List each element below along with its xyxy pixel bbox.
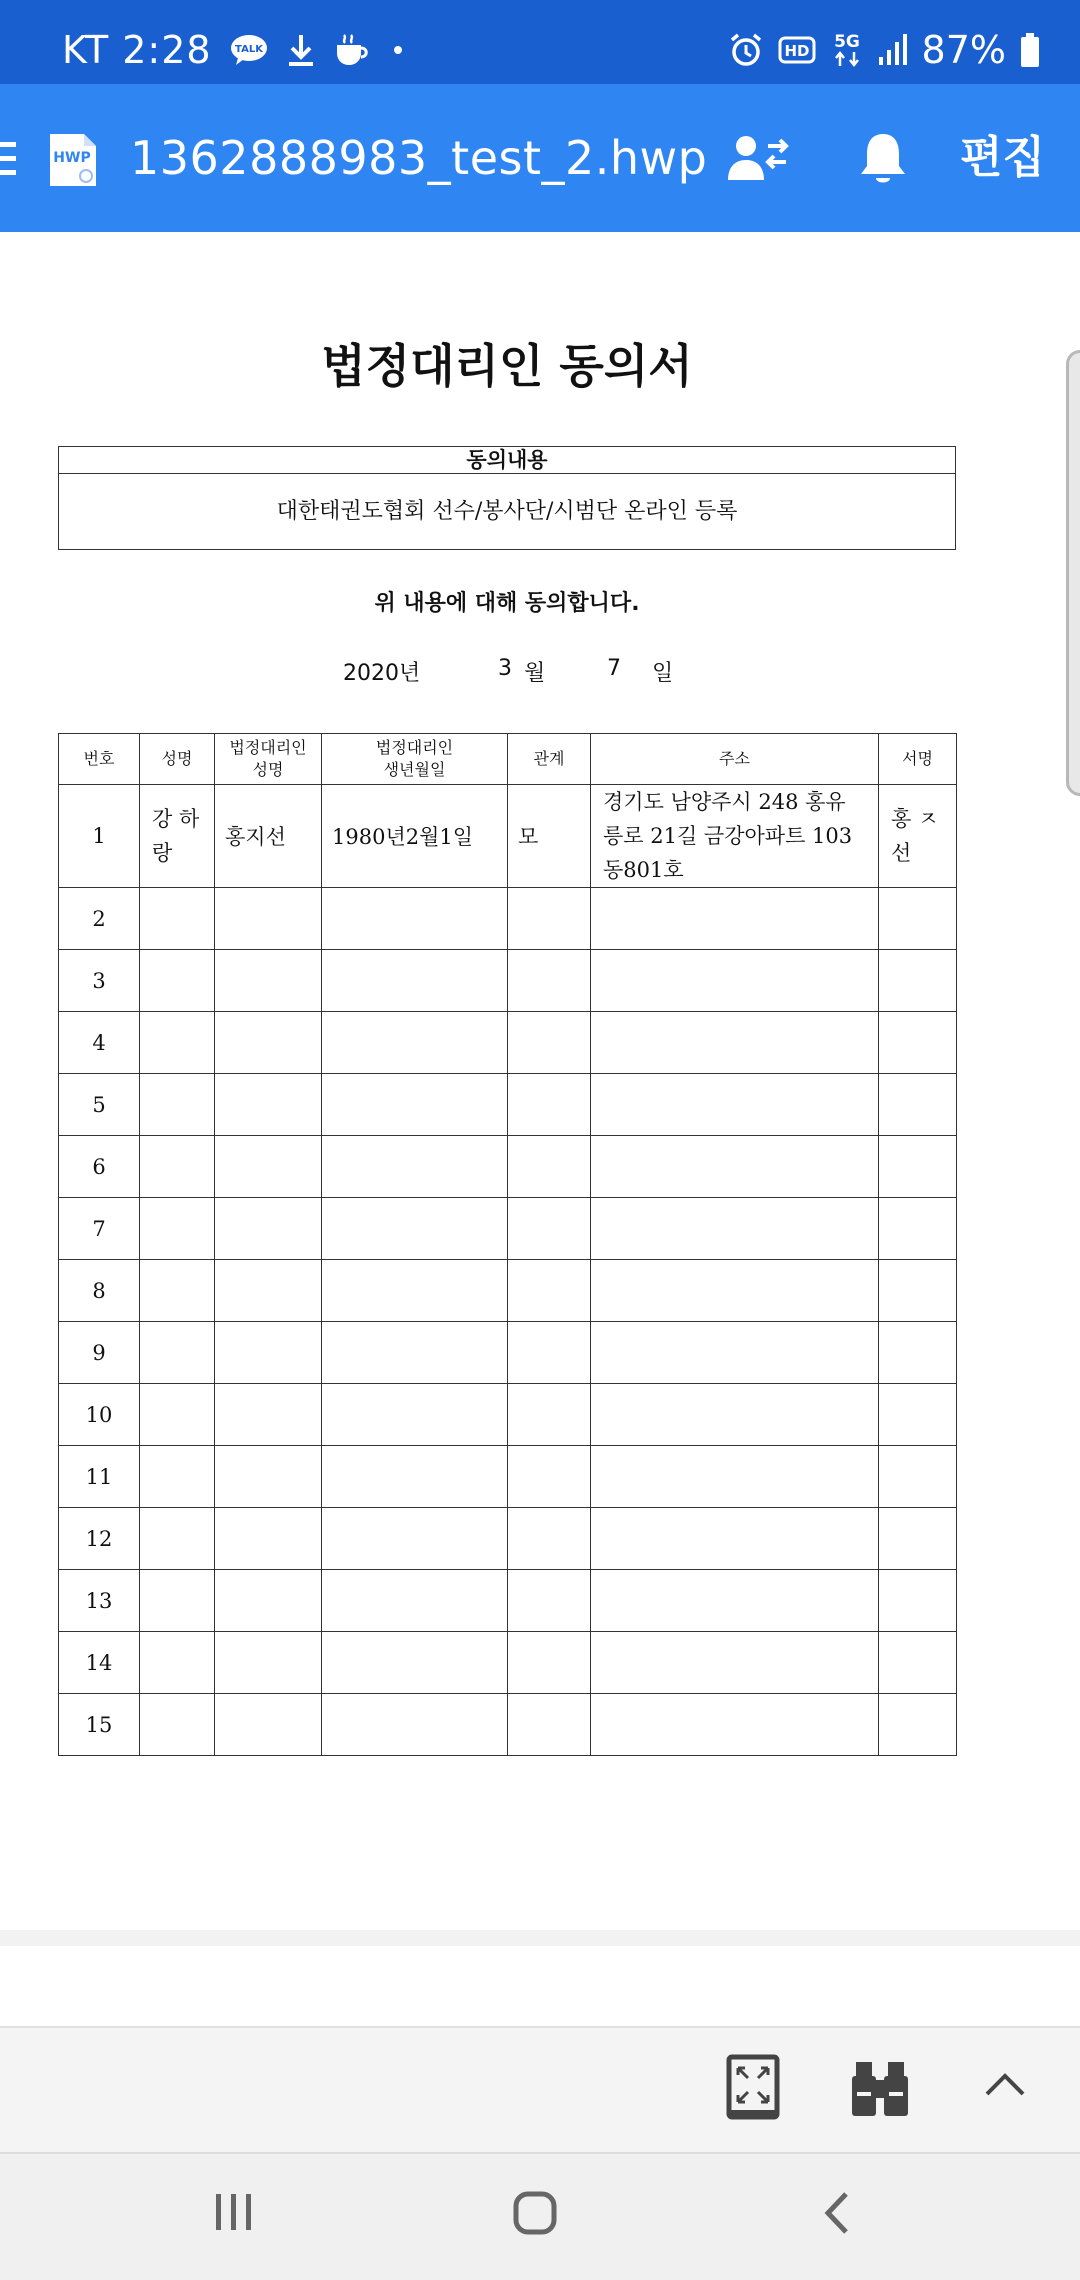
cell-signature: [879, 888, 957, 950]
document-title: 법정대리인 동의서: [321, 339, 693, 393]
cell-signature: [879, 1632, 957, 1694]
cell-name: [140, 785, 215, 888]
edit-button[interactable]: 편집: [960, 132, 1046, 183]
cell-guardian-birth: [322, 1384, 508, 1446]
binoculars-icon[interactable]: [850, 2060, 910, 2122]
table-row: [59, 1508, 957, 1570]
cell-guardian-birth: [322, 1632, 508, 1694]
header-guardian-name: [215, 734, 322, 785]
scrollbar-thumb[interactable]: [1066, 350, 1080, 796]
table-row: [59, 1012, 957, 1074]
header-address: 주소: [591, 734, 879, 785]
table-row: [59, 1570, 957, 1632]
cell-no: 12: [59, 1508, 140, 1570]
table-row: [59, 1632, 957, 1694]
cell-relation: [508, 1570, 591, 1632]
bottom-toolbar: [0, 2026, 1080, 2152]
cell-address: [591, 950, 879, 1012]
cell-address: [591, 1446, 879, 1508]
cell-address-line2: 릉로 21길 금강아파트 103: [603, 824, 853, 848]
cell-guardian-name: [215, 1322, 322, 1384]
dot-icon: [388, 40, 408, 60]
cell-name: [140, 1198, 215, 1260]
cell-name: [140, 1074, 215, 1136]
cell-signature: [879, 1074, 957, 1136]
header-guardian-name-line1: 법정대리인: [229, 738, 307, 757]
header-relation: 관계: [508, 734, 591, 785]
bell-icon[interactable]: [858, 130, 908, 190]
cell-no: 13: [59, 1570, 140, 1632]
date-day-label: 일: [652, 661, 674, 686]
cell-signature: [879, 1012, 957, 1074]
cell-guardian-birth: [322, 950, 508, 1012]
cell-guardian-name: [215, 888, 322, 950]
app-bar: [0, 84, 1080, 232]
menu-icon[interactable]: [0, 140, 18, 182]
cell-guardian-birth: [322, 1694, 508, 1756]
share-users-icon[interactable]: [726, 132, 790, 188]
date-year: 2020년: [343, 661, 421, 686]
signature-table: [58, 733, 957, 1756]
cell-guardian-name: [215, 1570, 322, 1632]
cell-no: 9: [59, 1322, 140, 1384]
cell-name-line2: 랑: [152, 841, 173, 865]
cell-signature: [879, 1260, 957, 1322]
cell-address: [591, 1508, 879, 1570]
table-row: [59, 1198, 957, 1260]
cell-address: [591, 1198, 879, 1260]
cell-no: 7: [59, 1198, 140, 1260]
table-row: [59, 1260, 957, 1322]
header-guardian-name-line2: 성명: [252, 760, 284, 779]
cell-address-line3: 동801호: [603, 858, 684, 882]
cell-relation: [508, 1012, 591, 1074]
cell-relation: [508, 1694, 591, 1756]
cell-name: [140, 1508, 215, 1570]
cell-address: [591, 1136, 879, 1198]
cell-relation: [508, 1632, 591, 1694]
cell-signature-line2: 선: [891, 841, 912, 865]
table-header-row: [59, 734, 957, 785]
cell-signature: [879, 1136, 957, 1198]
signal-icon: [878, 33, 908, 67]
cell-name: [140, 1632, 215, 1694]
talk-icon: [230, 34, 268, 66]
navigation-bar: [0, 2152, 1080, 2280]
cell-no: 3: [59, 950, 140, 1012]
cell-signature-line1: 홍 ㅈ: [891, 807, 939, 831]
cell-relation: 모: [508, 785, 591, 888]
cell-address: [591, 1322, 879, 1384]
cell-no: 4: [59, 1012, 140, 1074]
date-day-num: 7: [607, 656, 621, 681]
cell-guardian-name: [215, 1198, 322, 1260]
cell-guardian-birth: [322, 1074, 508, 1136]
fit-screen-icon[interactable]: [726, 2054, 780, 2124]
consent-body: 대한태권도협회 선수/봉사단/시범단 온라인 등록: [276, 499, 738, 524]
cell-signature: [879, 785, 957, 888]
cell-address: [591, 1384, 879, 1446]
cell-guardian-birth: [322, 1136, 508, 1198]
status-bar: [0, 0, 1080, 84]
date-month-num: 3: [498, 656, 512, 681]
table-row: [59, 785, 957, 888]
home-icon[interactable]: [512, 2190, 558, 2240]
alarm-icon: [728, 32, 764, 68]
cell-address: [591, 888, 879, 950]
cell-address: [591, 1012, 879, 1074]
cell-name: [140, 1694, 215, 1756]
cell-guardian-birth: [322, 1570, 508, 1632]
header-name: 성명: [140, 734, 215, 785]
cell-no: 2: [59, 888, 140, 950]
cell-name: [140, 1012, 215, 1074]
svg-text:5G: 5G: [833, 32, 860, 52]
cell-no: 11: [59, 1446, 140, 1508]
cell-signature: [879, 1322, 957, 1384]
cell-no: 5: [59, 1074, 140, 1136]
cell-address: [591, 1260, 879, 1322]
cell-address-line1: 경기도 남양주시 248 홍유: [603, 790, 846, 814]
page-separator: [0, 1930, 1080, 1946]
cell-relation: [508, 1322, 591, 1384]
header-no: 번호: [59, 734, 140, 785]
svg-text:TALK: TALK: [234, 44, 263, 55]
cell-relation: [508, 950, 591, 1012]
cell-guardian-name: 홍지선: [215, 785, 322, 888]
cell-signature: [879, 1384, 957, 1446]
cell-name: [140, 950, 215, 1012]
cell-no: 8: [59, 1260, 140, 1322]
5g-icon: [830, 30, 864, 70]
cell-guardian-birth: [322, 1446, 508, 1508]
cell-guardian-name: [215, 1384, 322, 1446]
table-row: [59, 888, 957, 950]
chevron-up-icon[interactable]: [984, 2070, 1026, 2102]
table-row: [59, 1694, 957, 1756]
cell-address: [591, 1632, 879, 1694]
cup-icon: [334, 33, 370, 67]
cell-guardian-birth: [322, 1198, 508, 1260]
table-row: [59, 1136, 957, 1198]
file-name: 1362888983_test_2.hwp: [130, 131, 708, 185]
cell-address: [591, 1074, 879, 1136]
cell-name: [140, 1384, 215, 1446]
cell-relation: [508, 1198, 591, 1260]
back-icon[interactable]: [822, 2190, 852, 2240]
agree-text: 위 내용에 대해 동의합니다.: [374, 591, 640, 616]
cell-relation: [508, 1508, 591, 1570]
cell-guardian-name: [215, 1074, 322, 1136]
cell-name: [140, 1570, 215, 1632]
hwp-badge: HWP: [53, 150, 91, 166]
date-month-label: 월: [524, 661, 546, 686]
consent-header: 동의내용: [59, 447, 955, 474]
battery-percent: 87%: [921, 28, 1006, 72]
empty-rows: [59, 888, 957, 1756]
cell-name: [140, 1446, 215, 1508]
cell-name: [140, 888, 215, 950]
recent-apps-icon[interactable]: [212, 2190, 256, 2238]
cell-guardian-name: [215, 950, 322, 1012]
cell-address: [591, 1694, 879, 1756]
cell-name: [140, 1136, 215, 1198]
cell-guardian-name: [215, 1694, 322, 1756]
table-row: [59, 1074, 957, 1136]
table-row: [59, 1384, 957, 1446]
carrier-time: KT 2:28: [62, 28, 212, 72]
cell-address: [591, 1570, 879, 1632]
table-row: [59, 1446, 957, 1508]
header-signature: 서명: [879, 734, 957, 785]
cell-signature: [879, 1446, 957, 1508]
cell-guardian-name: [215, 1508, 322, 1570]
cell-signature: [879, 1570, 957, 1632]
download-icon: [286, 32, 316, 68]
cell-guardian-name: [215, 1446, 322, 1508]
hd-icon: [778, 35, 816, 65]
header-guardian-birth: [322, 734, 508, 785]
cell-guardian-name: [215, 1012, 322, 1074]
battery-icon: [1020, 32, 1040, 68]
cell-signature: [879, 1508, 957, 1570]
cell-relation: [508, 1384, 591, 1446]
cell-name: [140, 1322, 215, 1384]
cell-no: 1: [59, 785, 140, 888]
cell-address: [591, 785, 879, 888]
header-guardian-birth-line2: 생년월일: [383, 760, 446, 779]
cell-relation: [508, 1446, 591, 1508]
cell-guardian-birth: 1980년2월1일: [322, 785, 508, 888]
cell-signature: [879, 950, 957, 1012]
cell-guardian-name: [215, 1136, 322, 1198]
cell-name: [140, 1260, 215, 1322]
cell-guardian-birth: [322, 888, 508, 950]
cell-signature: [879, 1694, 957, 1756]
consent-box: [58, 446, 956, 550]
cell-relation: [508, 888, 591, 950]
cell-no: 6: [59, 1136, 140, 1198]
table-row: [59, 950, 957, 1012]
cell-relation: [508, 1260, 591, 1322]
svg-text:HD: HD: [784, 42, 810, 60]
cell-name-line1: 강 하: [152, 807, 200, 831]
cell-guardian-birth: [322, 1508, 508, 1570]
cell-no: 10: [59, 1384, 140, 1446]
cell-relation: [508, 1136, 591, 1198]
cell-guardian-birth: [322, 1322, 508, 1384]
hwp-file-icon: [48, 132, 98, 192]
cell-guardian-name: [215, 1260, 322, 1322]
cell-no: 15: [59, 1694, 140, 1756]
cell-signature: [879, 1198, 957, 1260]
header-guardian-birth-line1: 법정대리인: [375, 738, 454, 757]
cell-guardian-birth: [322, 1260, 508, 1322]
cell-guardian-name: [215, 1632, 322, 1694]
cell-guardian-birth: [322, 1012, 508, 1074]
table-row: [59, 1322, 957, 1384]
cell-relation: [508, 1074, 591, 1136]
cell-no: 14: [59, 1632, 140, 1694]
